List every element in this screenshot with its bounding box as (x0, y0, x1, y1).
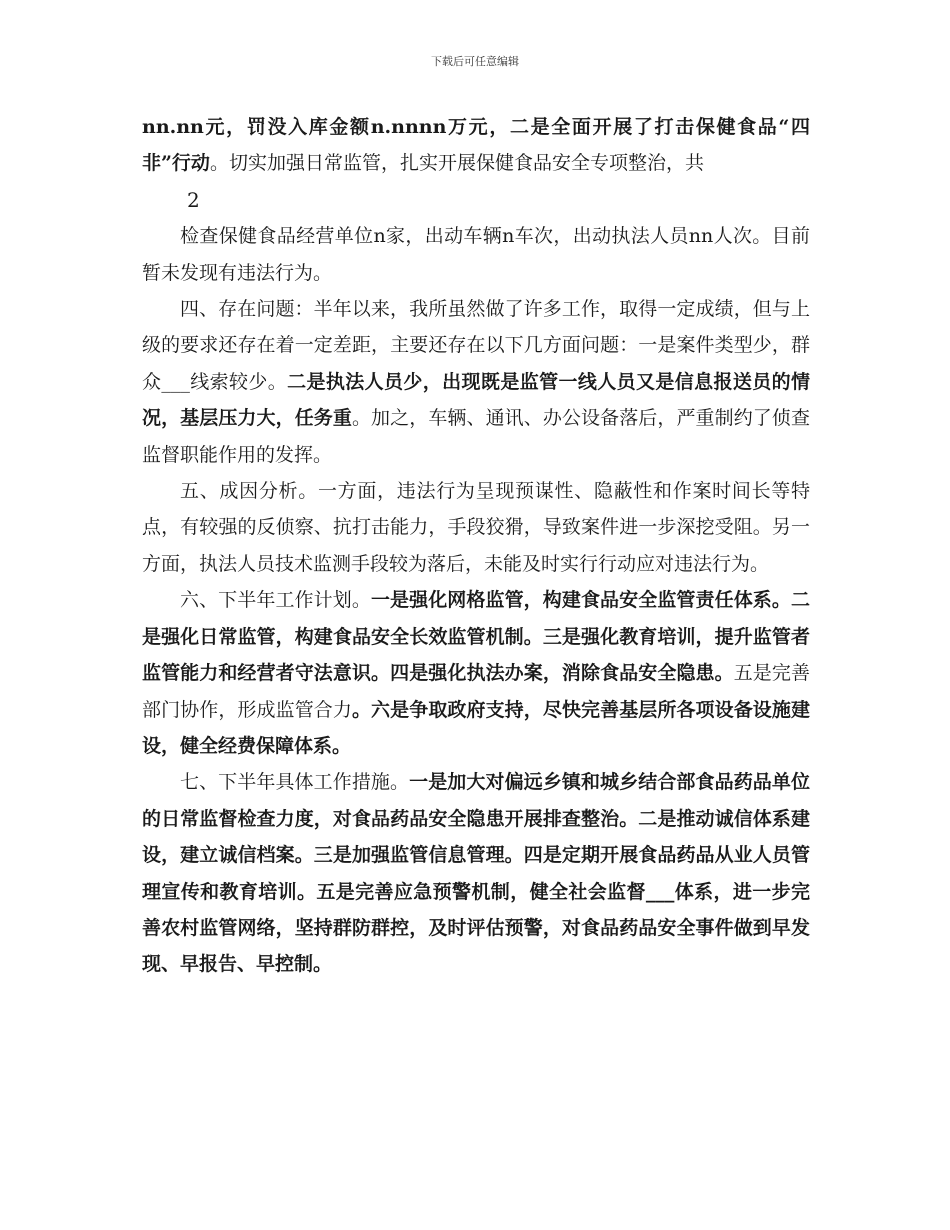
text-run: 五、成因分析。一方面，违法行为呈现预谋性、隐蔽性和作案时间长等特点，有较强的反侦察、抗打击能力，手段狡猾，导致案件进一步深挖受阻。另一方面，执法人员技术监测手段较为落后，未能及时实行行动应对违法行为。 (142, 480, 810, 575)
text-run: 。切实加强日常监管，扎实开展保健食品安全专项整治，共 (209, 152, 704, 175)
paragraph-causes (142, 473, 810, 582)
paragraph-measures (142, 764, 810, 982)
text-run: 二是执法人员少，出现既是监管一线人员又是信息报送员的情况，基层压力大，任务重 (142, 370, 810, 430)
paragraph-problems (142, 291, 810, 473)
text-run: 。加之，车辆、通讯、办公设备落后，严重制约了侦查监督职能作用的发挥。 (142, 407, 810, 466)
paragraph-inspection (142, 218, 810, 291)
text-run: 一是加大对偏远乡镇和城乡结合部食品药品单位的日常监督检查力度，对食品药品安全隐患开展排查整治。二是推动诚信体系建设，建立诚信档案。三是加强监管信息管理。四是定期开展食品药品从业人员管理宣传和教育培训。五是完善应急预警机制，健全社会监督___体系，进一步完善农村监管网络，坚持群防群控，及时评估预警，对食品药品安全事件做到早发现、早报告、早控制。 (142, 771, 810, 976)
document-body (142, 109, 810, 983)
paragraph-plan (142, 582, 810, 764)
text-run: 检查保健食品经营单位n家，出动车辆n车次，出动执法人员nn人次。目前暂未发现有违法行为。 (142, 225, 810, 284)
text-run: 四、存在问题：半年以来，我所虽然做了许多工作，取得一定成绩，但与上级的要求还存在着一定差距，主要还存在以下几方面问题：一是案件类型少，群众___线索较少。 (142, 298, 810, 393)
text-run: nn.nn元，罚没入库金额n.nnnn万元，二是全面开展了打击保健食品“四非”行动 (142, 116, 810, 175)
page-header: 下载后可任意编辑 (431, 55, 519, 68)
text-run: 一是强化网格监管，构建食品安全监管责任体系。二是强化日常监管，构建食品安全长效监管机制。三是强化教育培训，提升监管者监管能力和经营者守法意识。四是强化执法办案，消除食品安全隐患。 (142, 589, 810, 685)
text-run: 。六是争取政府支持，尽快完善基层所各项设备设施建设，健全经费保障体系。 (142, 698, 810, 757)
text-run: 七、下半年具体工作措施。 (180, 771, 410, 794)
paragraph-continuation (142, 109, 810, 182)
text-run: 五是完善部门协作，形成监管合力 (142, 662, 810, 721)
page-number: 2 (187, 187, 200, 212)
text-run: 六、下半年工作计划。 (180, 589, 371, 612)
